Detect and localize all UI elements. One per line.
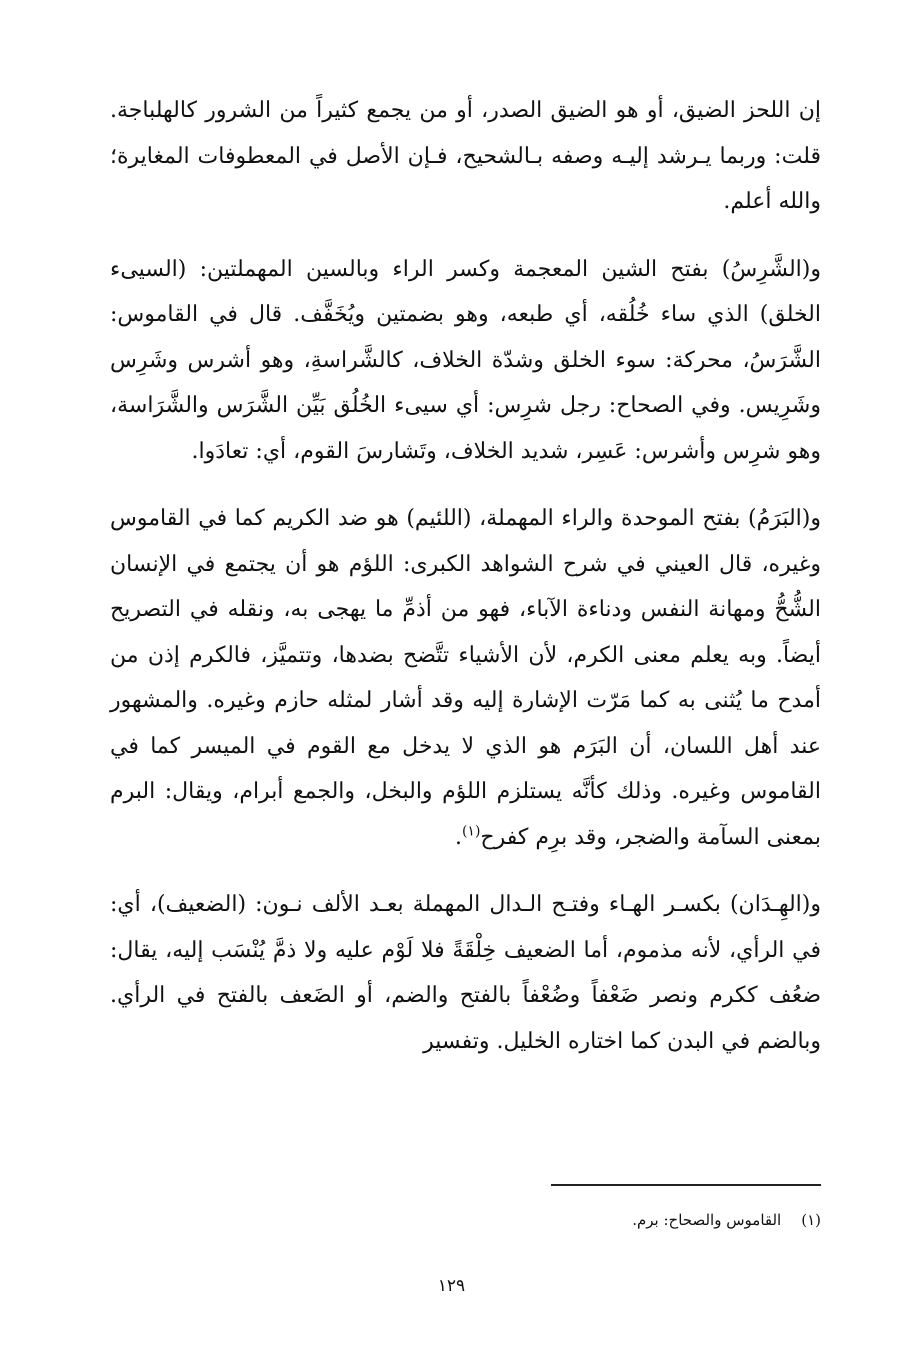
paragraph-3 (110, 496, 821, 860)
paragraph-3-text: و(البَرَمُ) بفتح الموحدة والراء المهملة، (اللئيم) هو ضد الكريم كما في القاموس وغيره، قال العيني في شرح الشواهد الكبرى: اللؤم هو أن يجتمع في الإنسان الشُّحُّ ومهانة النفس ودناءة الآباء، فهو من أذمِّ ما يهجى به، ونقله في التصريح أيضاً. وبه يعلم معنى الكرم، لأن الأشياء تتَّضح بضدها، وتتميَّز، فالكرم إذن من أمدح ما يُثنى به كما مَرّت الإشارة إليه وقد أشار لمثله حازم وغيره. والمشهور عند أهل اللسان، أن البَرَم هو الذي لا يدخل مع القوم في الميسر كما في القاموس وغيره. وذلك كأنَّه يستلزم اللؤم والبخل، والجمع أبرام، ويقال: البرم بمعنى السآمة والضجر، وقد برِم كفرح (110, 506, 821, 850)
paragraph-4: و(الهِـدَان) بكسـر الهـاء وفتـح الـدال المهملة بعـد الألف نـون: (الضعيف)، أي: في الرأي، لأنه مذموم، أما الضعيف خِلْقَةً فلا لَوْم عليه ولا ذمَّ يُنْسَب إليه، يقال: ضعُف ككرم ونصر ضَعْفاً وضُعْفاً بالفتح والضم، أو الضَعف بالفتح في الرأي. وبالضم في البدن كما اختاره الخليل. وتفسير (110, 892, 821, 1054)
page-body (110, 88, 821, 1064)
footnote-reference[interactable]: (١) (461, 823, 481, 840)
paragraph-3-end: . (454, 824, 462, 850)
footnote (110, 1208, 821, 1232)
footnote-divider (551, 1184, 821, 1186)
footnote-number: (١) (801, 1211, 821, 1229)
paragraph-1: إن اللحز الضيق، أو هو الضيق الصدر، أو من يجمع كثيراً من الشرور كالهلباجة. قلت: وربما يـرشد إليـه وصفه بـالشحيح، فـإن الأصل في المعطوفات المغايرة؛ والله أعلم. (110, 98, 821, 214)
paragraph-2: و(الشَّرِسُ) بفتح الشين المعجمة وكسر الراء وبالسين المهملتين: (السيىء الخلق) الذي ساء خُلُقه، أي طبعه، وهو بضمتين ويُخَفَّف. قال في القاموس: الشَّرَسُ، محركة: سوء الخلق وشدّة الخلاف، كالشَّراسةِ، وهو أشرس وشَرِس وشَرِيس. وفي الصحاح: رجل شرِس: أي سيىء الخُلُق بَيِّن الشَّرَس والشَّرَاسة، وهو شرِس وأشرس: عَسِر، شديد الخلاف، وتَشارسَ القوم، أي: تعادَوا. (110, 256, 821, 464)
footnote-text: القاموس والصحاح: برم. (632, 1211, 782, 1229)
page-number: ١٢٩ (437, 1276, 466, 1296)
